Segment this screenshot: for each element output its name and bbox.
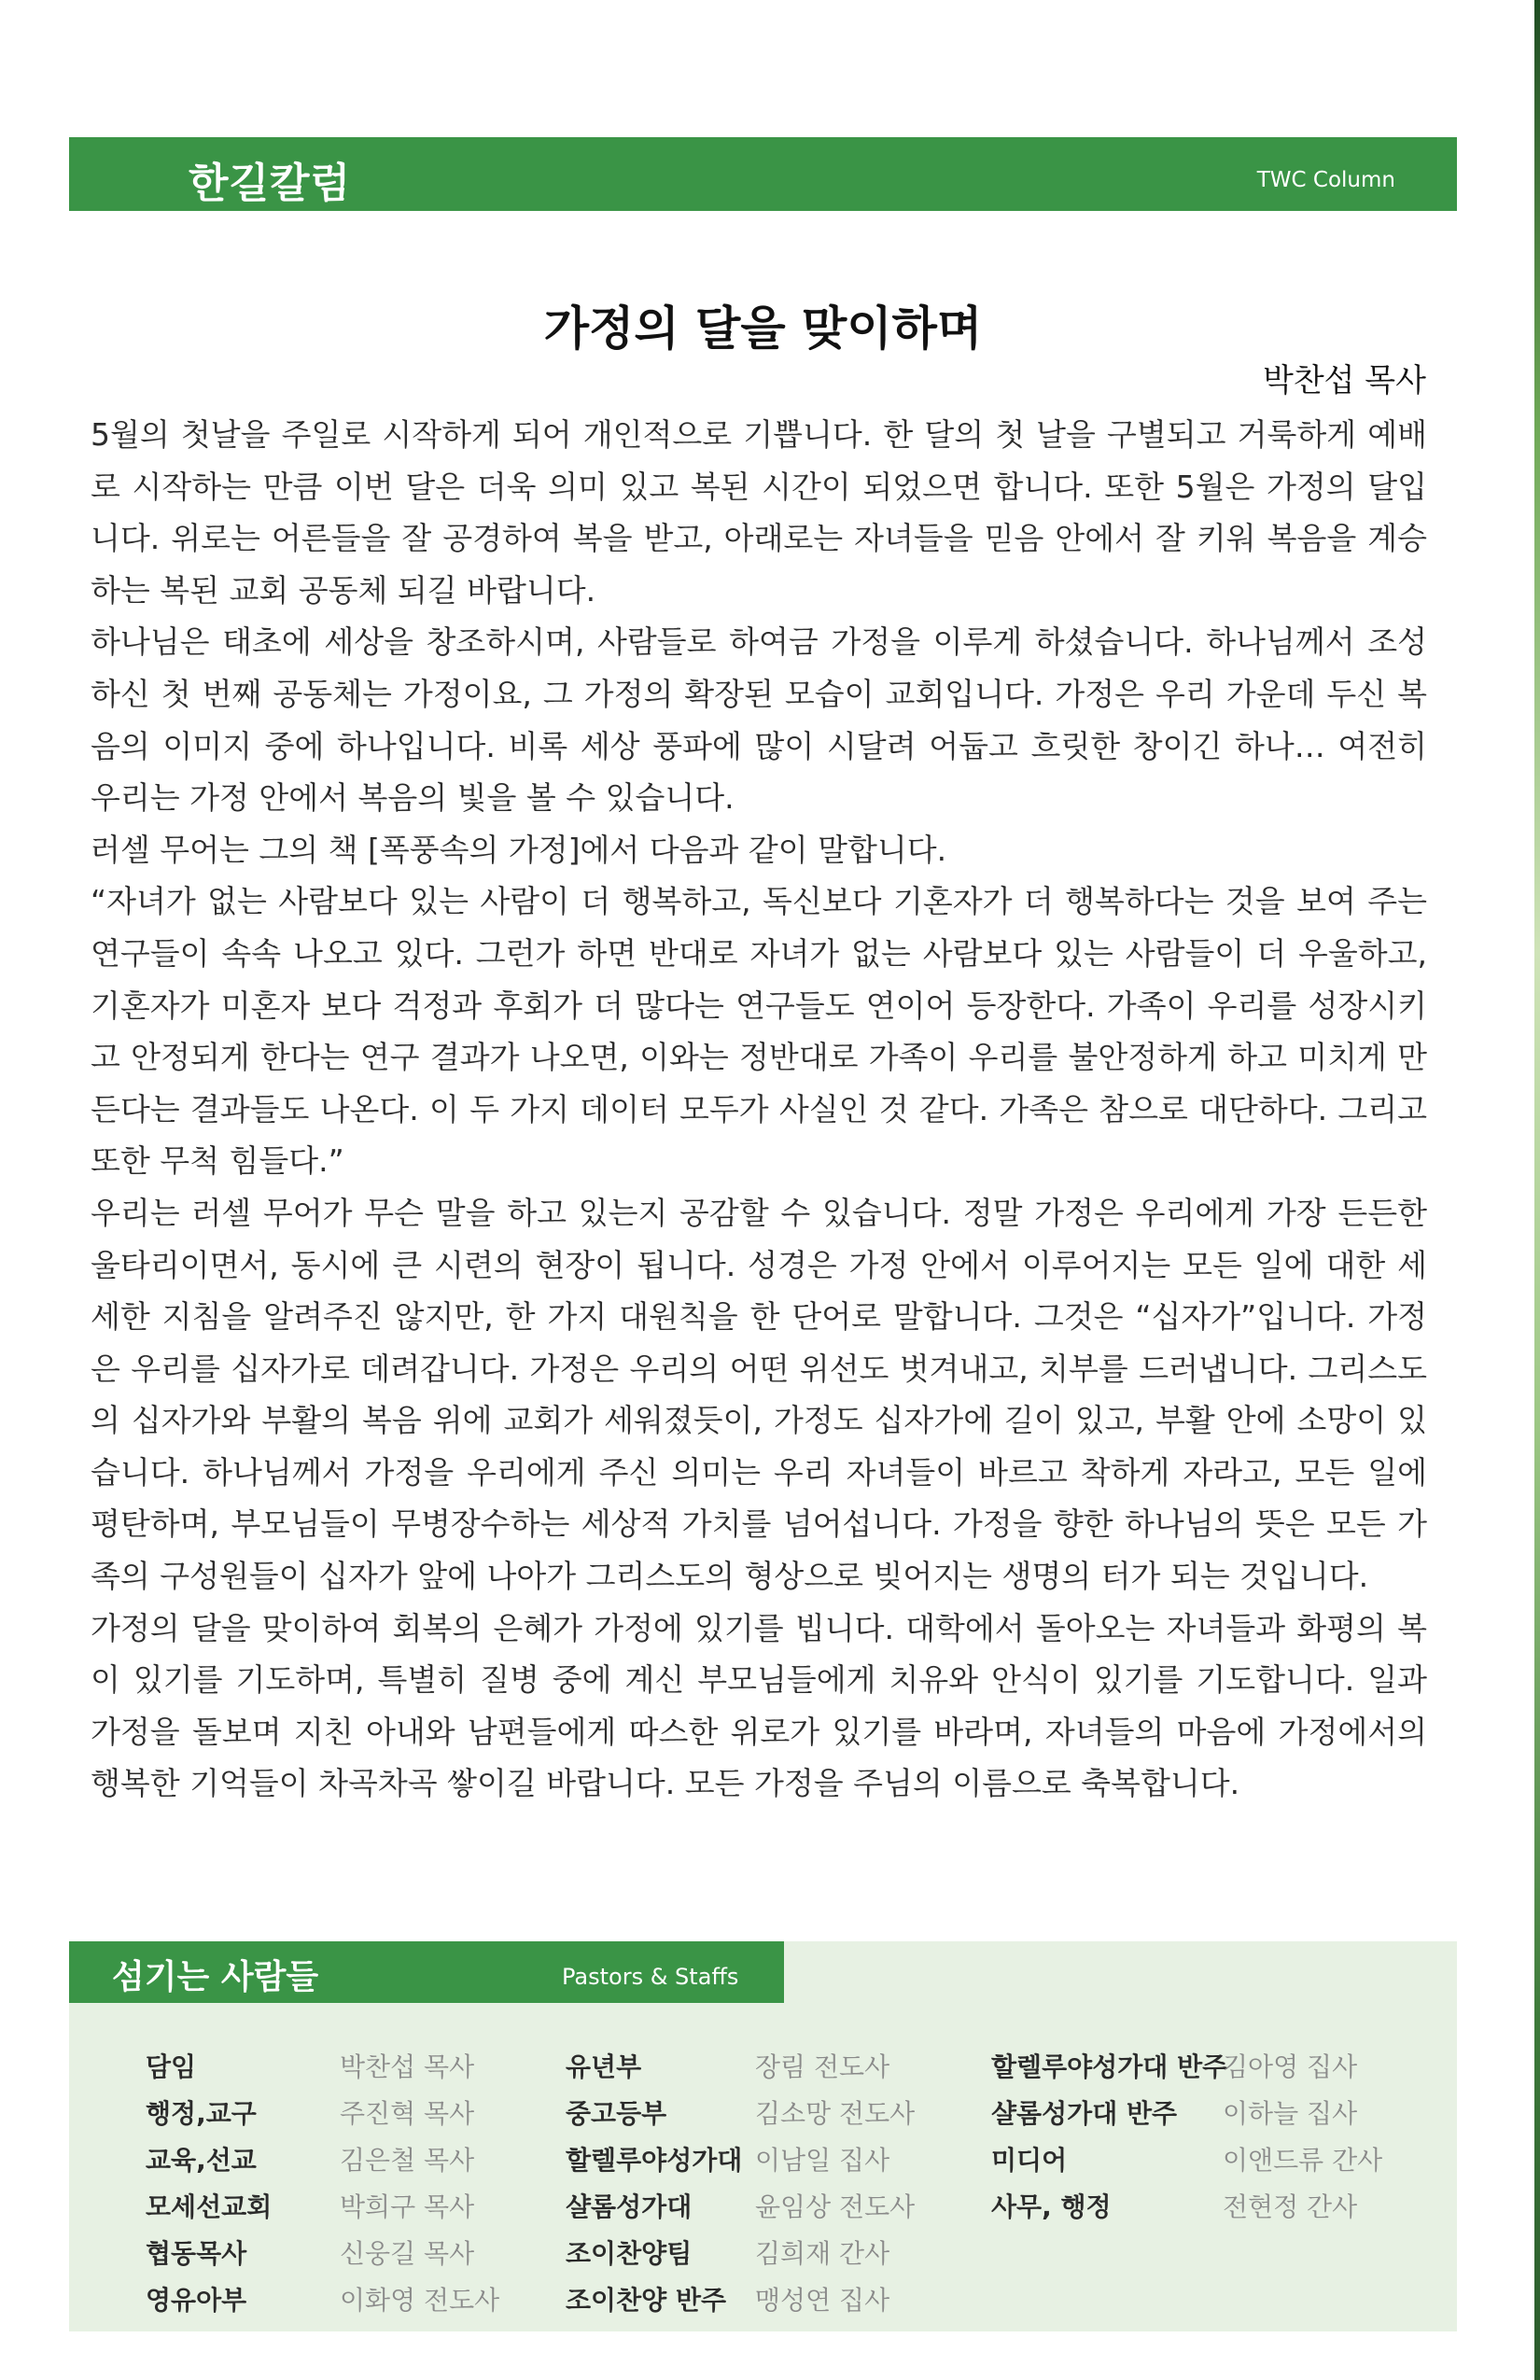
paragraph-3: 러셀 무어는 그의 책 [폭풍속의 가정]에서 다음과 같이 말합니다.: [91, 831, 947, 868]
column-title: 한길칼럼: [189, 160, 352, 207]
staff-name: 신웅길 목사: [340, 2238, 475, 2269]
staff-name: 이하늘 집사: [1223, 2098, 1358, 2129]
staff-name: 김희재 간사: [755, 2238, 890, 2269]
column-header-bar: [69, 137, 1457, 211]
staff-name: 박찬섭 목사: [340, 2051, 475, 2082]
page-edge-strip: [1534, 0, 1540, 2380]
staff-header-tab: [69, 1941, 784, 2003]
staff-role: 할렐루야성가대 반주: [991, 2051, 1228, 2082]
paragraph-4-quote: “자녀가 없는 사람보다 있는 사람이 더 행복하고, 독신보다 기혼자가 더 행복하다는 것을 보여 주는 연구들이 속속 나오고 있다. 그런가 하면 반대로 자녀가 없는 사람보다 있는 사람들이 더 우울하고, 기혼자가 미혼자 보다 걱정과 후회가 더 많다는 연구들도 연이어 등장한다. 가족이 우리를 성장시키고 안정되게 한다는 연구 결과가 나오면, 이와는 정반대로 가족이 우리를 불안정하게 하고 미치게 만든다는 결과들도 나온다. 이 두 가지 데이터 모두가 사실인 것 같다. 가족은 참으로 대단하다. 그리고 또한 무척 힘들다.”: [91, 883, 1427, 1180]
staff-role: 교육,선교: [146, 2145, 257, 2176]
paragraph-2: 하나님은 태초에 세상을 창조하시며, 사람들로 하여금 가정을 이루게 하셨습니다. 하나님께서 조성하신 첫 번째 공동체는 가정이요, 그 가정의 확장된 모습이 교회입니다. 가정은 우리 가운데 두신 복음의 이미지 중에 하나입니다. 비록 세상 풍파에 많이 시달려 어둡고 흐릿한 창이긴 하나… 여전히 우리는 가정 안에서 복음의 빛을 볼 수 있습니다.: [91, 623, 1427, 817]
paragraph-5: 우리는 러셀 무어가 무슨 말을 하고 있는지 공감할 수 있습니다. 정말 가정은 우리에게 가장 든든한 울타리이면서, 동시에 큰 시련의 현장이 됩니다. 성경은 가정 안에서 이루어지는 모든 일에 대한 세세한 지침을 알려주진 않지만, 한 가지 대원칙을 한 단어로 말합니다. 그것은 “십자가”입니다. 가정은 우리를 십자가로 데려갑니다. 가정은 우리의 어떤 위선도 벗겨내고, 치부를 드러냅니다. 그리스도의 십자가와 부활의 복음 위에 교회가 세워졌듯이, 가정도 십자가에 길이 있고, 부활 안에 소망이 있습니다. 하나님께서 가정을 우리에게 주신 의미는 우리 자녀들이 바르고 착하게 자라고, 모든 일에 평탄하며, 부모님들이 무병장수하는 세상적 가치를 넘어섭니다. 가정을 향한 하나님의 뜻은 모든 가족의 구성원들이 십자가 앞에 나아가 그리스도의 형상으로 빚어지는 생명의 터가 되는 것입니다.: [91, 1194, 1427, 1595]
staff-name: 이앤드류 간사: [1223, 2145, 1383, 2176]
paragraph-1: 5월의 첫날을 주일로 시작하게 되어 개인적으로 기쁩니다. 한 달의 첫 날을 구별되고 거룩하게 예배로 시작하는 만큼 이번 달은 더욱 의미 있고 복된 시간이 되었으면 합니다. 또한 5월은 가정의 달입니다. 위로는 어른들을 잘 공경하여 복을 받고, 아래로는 자녀들을 믿음 안에서 잘 키워 복음을 계승하는 복된 교회 공동체 되길 바랍니다.: [91, 416, 1427, 609]
article-title: 가정의 달을 맞이하며: [543, 301, 983, 356]
staff-role: 샬롬성가대: [566, 2191, 693, 2222]
staff-name: 맹성연 집사: [755, 2285, 890, 2316]
staff-role: 행정,교구: [146, 2098, 257, 2129]
staff-role: 할렐루야성가대: [566, 2145, 743, 2176]
staff-subtitle: Pastors & Staffs: [562, 1964, 739, 1990]
article-body: [91, 409, 1427, 1810]
staff-section: [69, 1941, 1457, 2331]
staff-role: 담임: [146, 2051, 197, 2082]
staff-role: 협동목사: [146, 2238, 247, 2269]
staff-role: 모세선교회: [146, 2191, 273, 2222]
staff-name: 김은철 목사: [340, 2145, 475, 2176]
staff-role: 조이찬양 반주: [566, 2285, 727, 2316]
staff-name: 윤임상 전도사: [755, 2191, 916, 2222]
column-subtitle: TWC Column: [1256, 168, 1395, 192]
staff-role: 조이찬양팀: [566, 2238, 693, 2269]
staff-name: 주진혁 목사: [340, 2098, 475, 2129]
staff-name: 장림 전도사: [755, 2051, 890, 2082]
staff-role: 사무, 행정: [991, 2191, 1112, 2222]
paragraph-6: 가정의 달을 맞이하여 회복의 은혜가 가정에 있기를 빕니다. 대학에서 돌아오는 자녀들과 화평의 복이 있기를 기도하며, 특별히 질병 중에 계신 부모님들에게 치유와 안식이 있기를 기도합니다. 일과 가정을 돌보며 지친 아내와 남편들에게 따스한 위로가 있기를 바라며, 자녀들의 마음에 가정에서의 행복한 기억들이 차곡차곡 쌓이길 바랍니다. 모든 가정을 주님의 이름으로 축복합니다.: [91, 1609, 1427, 1802]
staff-name: 박희구 목사: [340, 2191, 475, 2222]
staff-name: 김아영 집사: [1223, 2051, 1358, 2082]
staff-name: 이화영 전도사: [340, 2285, 500, 2316]
staff-name: 김소망 전도사: [755, 2098, 916, 2129]
article-author: 박찬섭 목사: [1262, 362, 1426, 399]
staff-role: 미디어: [991, 2145, 1068, 2176]
staff-role: 영유아부: [146, 2285, 247, 2316]
staff-title: 섬기는 사람들: [112, 1958, 319, 1996]
staff-name: 이남일 집사: [755, 2145, 890, 2176]
staff-role: 샬롬성가대 반주: [991, 2098, 1178, 2129]
staff-role: 유년부: [566, 2051, 642, 2082]
staff-role: 중고등부: [566, 2098, 667, 2129]
staff-name: 전현정 간사: [1223, 2191, 1358, 2222]
